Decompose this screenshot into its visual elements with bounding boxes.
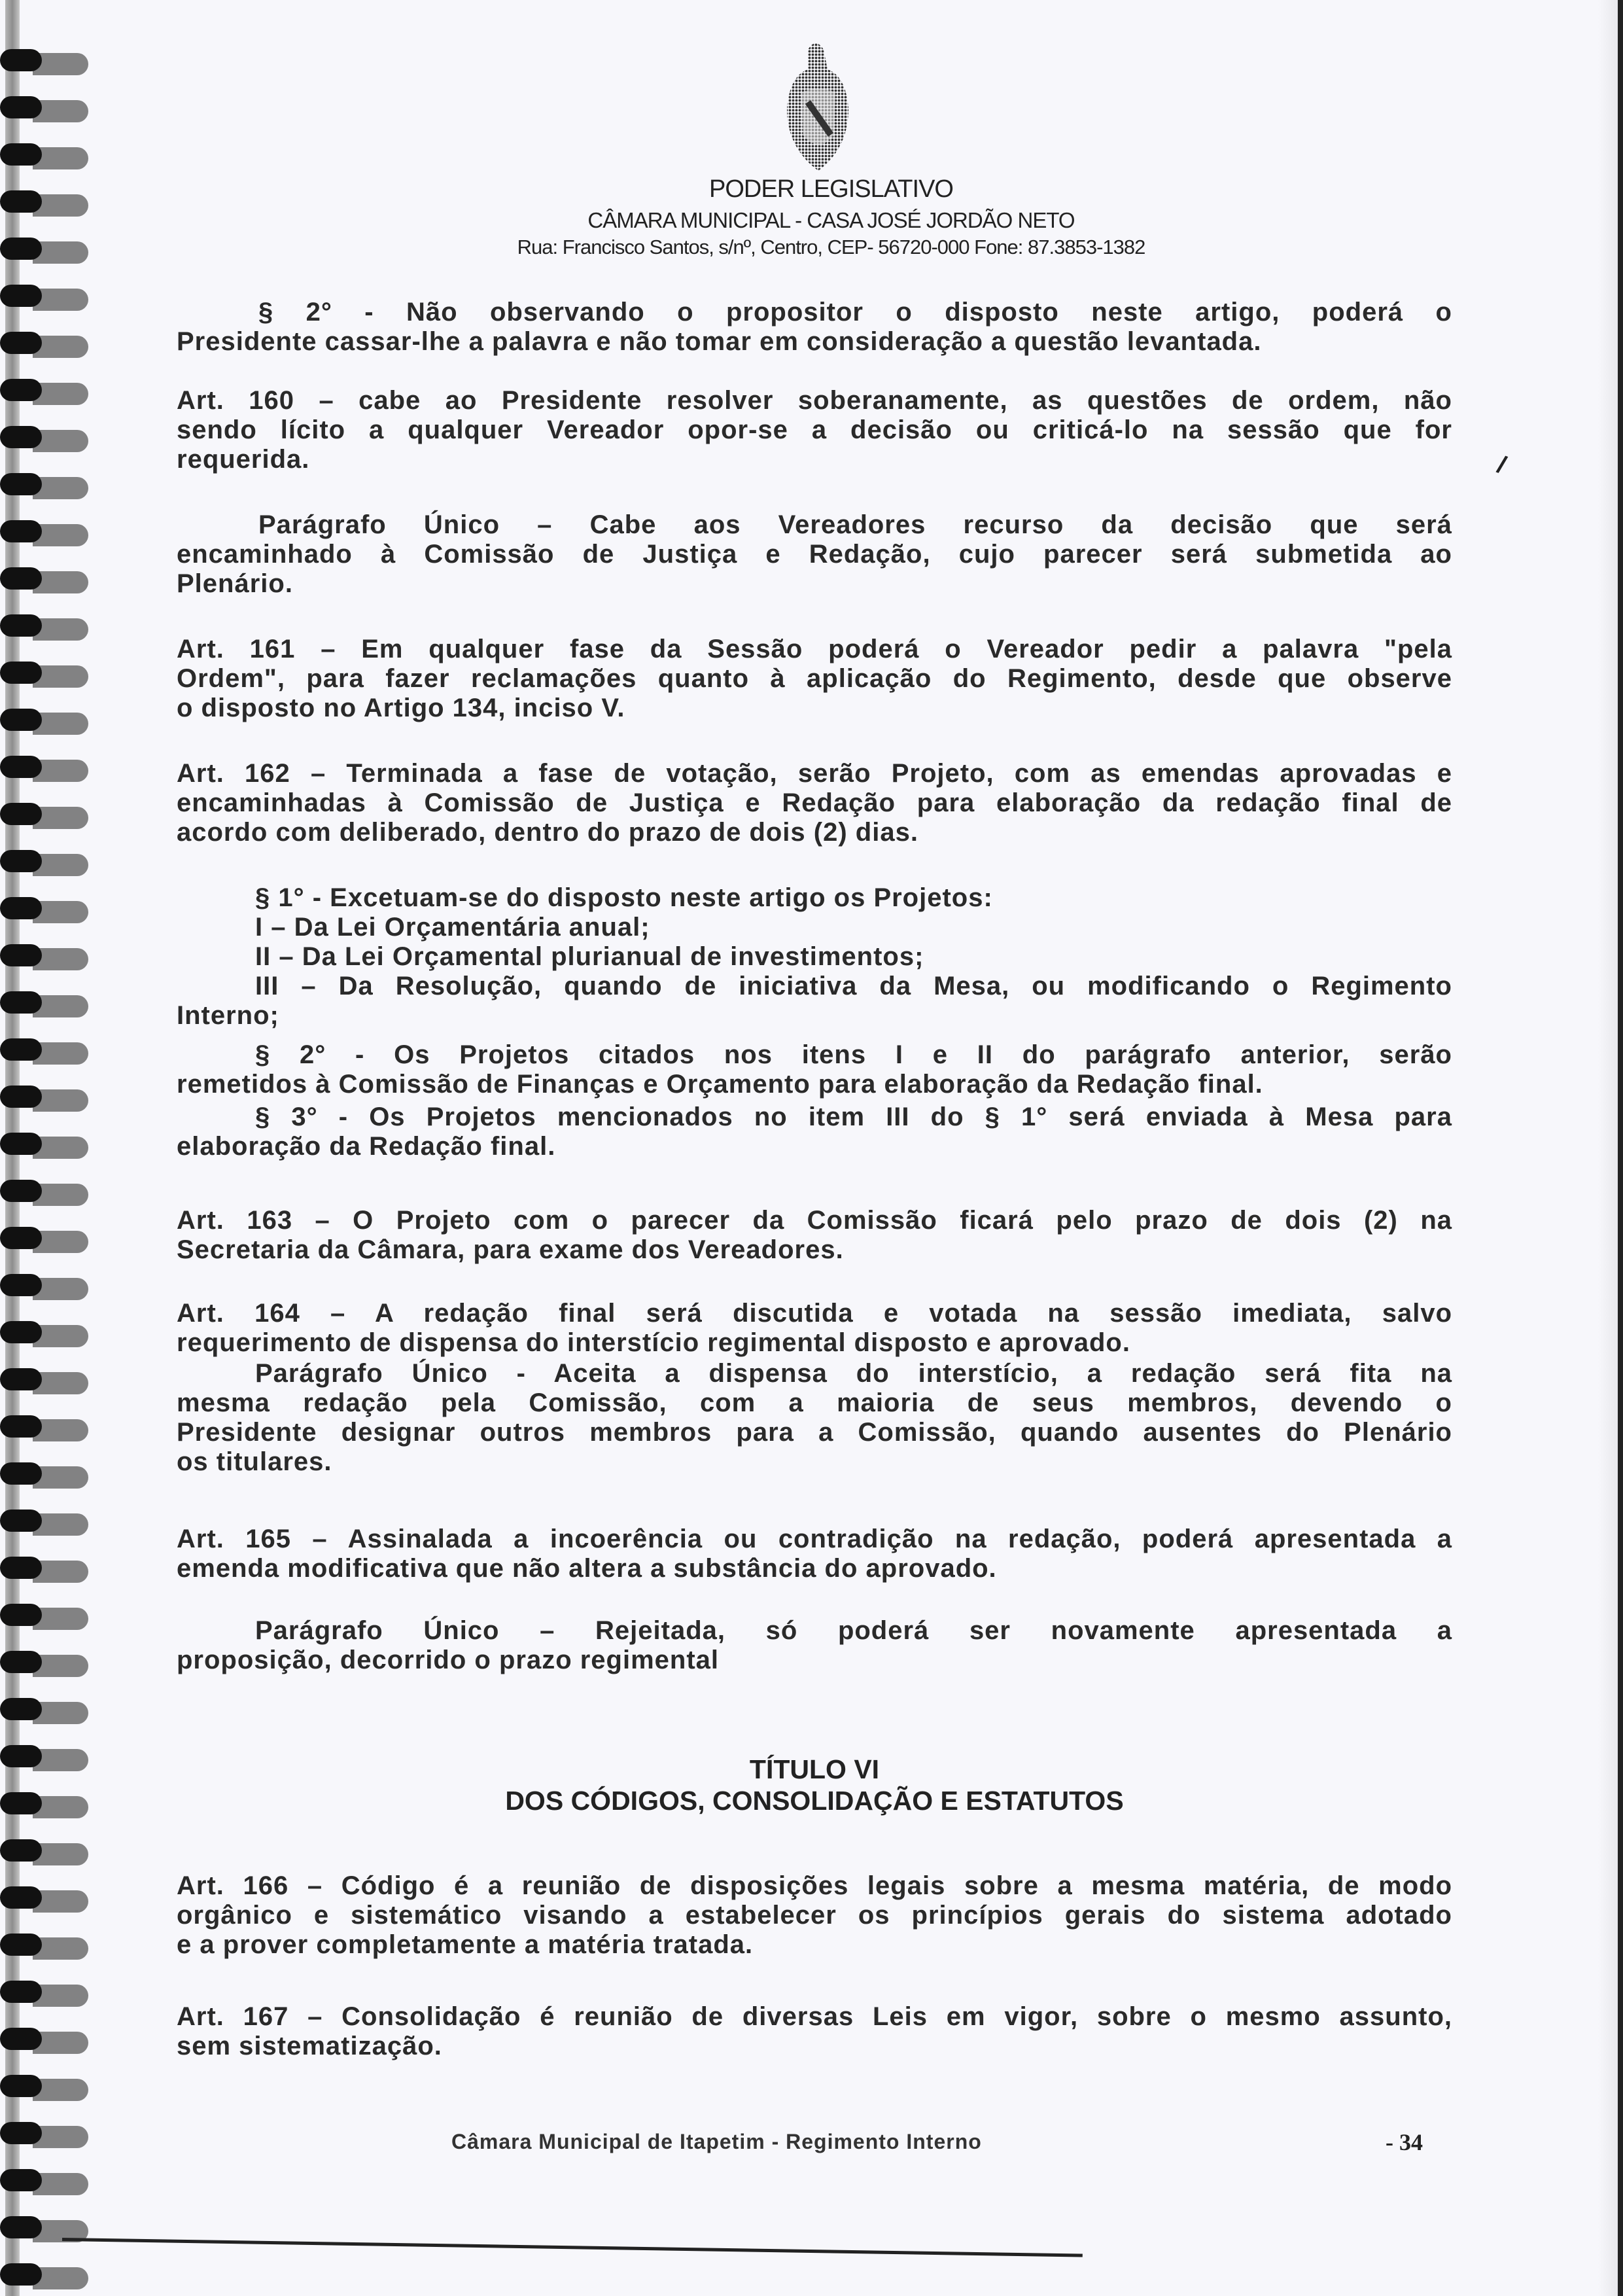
spiral-coil xyxy=(0,803,42,825)
page-edge-shading xyxy=(1598,0,1618,2296)
header-camara-municipal: CÂMARA MUNICIPAL - CASA JOSÉ JORDÃO NETO xyxy=(587,208,1075,232)
title-name: DOS CÓDIGOS, CONSOLIDAÇÃO E ESTATUTOS xyxy=(505,1786,1124,1816)
article-162: Art. 162 – Terminada a fase de votação, serão Projeto, com as emendas aprovadas e encaminhadas à Comissão de Justiça e Redação para elaboração da redação final de acordo com deliberado, dentro do prazo de dois (2) dias. xyxy=(177,759,1452,847)
spiral-coil xyxy=(0,1321,42,1343)
spiral-coil xyxy=(0,1839,42,1862)
spiral-coil xyxy=(0,473,42,495)
article-161: Art. 161 – Em qualquer fase da Sessão poderá o Vereador pedir a palavra "pela Ordem", para fazer reclamações quanto à aplicação do Regimento, desde que observe o disposto no Artigo 134, inciso V. xyxy=(177,635,1452,722)
spiral-coil xyxy=(0,662,42,684)
spiral-coil xyxy=(0,1274,42,1296)
article-164: Art. 164 – A redação final será discutida e votada na sessão imediata, salvo requerimento de dispensa do interstício regimental disposto e aprovado. xyxy=(177,1299,1452,1357)
spiral-coil xyxy=(0,2216,42,2238)
spiral-coil xyxy=(0,520,42,542)
spiral-coil xyxy=(0,1133,42,1155)
margin-pen-mark: / xyxy=(1493,451,1510,480)
spiral-coil xyxy=(0,1180,42,1202)
article-163: Art. 163 – O Projeto com o parecer da Comissão ficará pelo prazo de dois (2) na Secretaria da Câmara, para exame dos Vereadores. xyxy=(177,1206,1452,1264)
page-footer: Câmara Municipal de Itapetim - Regimento Interno xyxy=(451,2130,982,2153)
spiral-coil xyxy=(0,1981,42,2003)
spiral-coil xyxy=(0,1038,42,1061)
spiral-coil xyxy=(0,2028,42,2050)
spiral-coil xyxy=(0,1604,42,1626)
article-162-par3: § 3° - Os Projetos mencionados no item III do § 1° será enviada à Mesa para elaboração da Redação final. xyxy=(177,1103,1452,1161)
header-poder-legislativo: PODER LEGISLATIVO xyxy=(709,175,953,203)
article-160-paragrafo-unico: Parágrafo Único – Cabe aos Vereadores recurso da decisão que será encaminhado à Comissão de Justiça e Redação, cujo parecer será submetida ao Plenário. xyxy=(177,510,1452,598)
spiral-coil xyxy=(0,426,42,448)
spiral-coil xyxy=(0,850,42,872)
spiral-coil xyxy=(0,614,42,637)
spiral-coil xyxy=(0,1792,42,1814)
spiral-coil xyxy=(0,709,42,731)
spiral-coil xyxy=(0,1745,42,1767)
page-number: - 34 xyxy=(1386,2129,1423,2155)
article-167: Art. 167 – Consolidação é reunião de diversas Leis em vigor, sobre o mesmo assunto, sem sistematização. xyxy=(177,2002,1452,2060)
article-160: Art. 160 – cabe ao Presidente resolver soberanamente, as questões de ordem, não sendo lícito a qualquer Vereador opor-se a decisão ou criticá-lo na sessão que for requerida. xyxy=(177,386,1452,474)
spiral-coil xyxy=(0,332,42,354)
spiral-coil xyxy=(0,96,42,118)
spiral-coil xyxy=(0,1462,42,1485)
article-166: Art. 166 – Código é a reunião de disposições legais sobre a mesma matéria, de modo orgânico e sistemático visando a estabelecer os princípios gerais do sistema adotado e a prover completamente a matéria tratada. xyxy=(177,1871,1452,1959)
spiral-coil xyxy=(0,379,42,401)
spiral-coil xyxy=(0,1415,42,1438)
spiral-coil xyxy=(0,1934,42,1956)
spiral-coil xyxy=(0,49,42,71)
spiral-binding xyxy=(0,0,92,2296)
spiral-coil xyxy=(0,897,42,919)
header-address: Rua: Francisco Santos, s/nº, Centro, CEP- 56720-000 Fone: 87.3853-1382 xyxy=(517,236,1145,258)
spiral-coil xyxy=(0,1698,42,1720)
coat-of-arms-icon xyxy=(775,37,860,174)
article-165-paragrafo-unico: Parágrafo Único – Rejeitada, só poderá ser novamente apresentada a proposição, decorrido o prazo regimental xyxy=(177,1616,1452,1674)
spiral-coil xyxy=(0,1086,42,1108)
spiral-coil xyxy=(0,1886,42,1909)
spiral-coil xyxy=(0,567,42,590)
spiral-coil xyxy=(0,1368,42,1390)
spiral-coil xyxy=(0,1227,42,1249)
article-164-paragrafo-unico: Parágrafo Único - Aceita a dispensa do interstício, a redação será fita na mesma redação pela Comissão, com a maioria de seus membros, devendo o Presidente designar outros membros para a Comissão, quando ausentes do Plenário os titulares. xyxy=(177,1359,1452,1476)
bottom-rule xyxy=(62,2238,1083,2257)
article-165: Art. 165 – Assinalada a incoerência ou contradição na redação, poderá apresentada a emenda modificativa que não altera a substância do aprovado. xyxy=(177,1525,1452,1583)
spiral-coil xyxy=(0,143,42,166)
spiral-coil xyxy=(0,2075,42,2097)
spiral-coil xyxy=(0,2122,42,2144)
spiral-coil xyxy=(0,944,42,966)
spiral-coil xyxy=(0,1651,42,1673)
spiral-coil xyxy=(0,1557,42,1579)
spiral-coil xyxy=(0,756,42,778)
page-edge xyxy=(1618,0,1623,2296)
section-title xyxy=(177,1754,1452,1816)
spiral-coil xyxy=(0,285,42,307)
spiral-coil xyxy=(0,1510,42,1532)
paragraph-art159-par2: § 2° - Não observando o propositor o disposto neste artigo, poderá o Presidente cassar-lhe a palavra e não tomar em consideração a questão levantada. xyxy=(177,298,1452,356)
article-162-par1: § 1° - Excetuam-se do disposto neste artigo os Projetos: I – Da Lei Orçamentária anual; II – Da Lei Orçamental plurianual de investimentos; III – Da Resolução, quando de iniciativa da Mesa, ou modificando o Regimento Interno; xyxy=(177,883,1452,1030)
spiral-coil xyxy=(0,991,42,1014)
title-number: TÍTULO VI xyxy=(749,1754,880,1784)
spiral-coil xyxy=(0,2263,42,2286)
spiral-coil xyxy=(0,2169,42,2191)
article-162-par2: § 2° - Os Projetos citados nos itens I e II do parágrafo anterior, serão remetidos à Comissão de Finanças e Orçamento para elaboração da Redação final. xyxy=(177,1040,1452,1099)
